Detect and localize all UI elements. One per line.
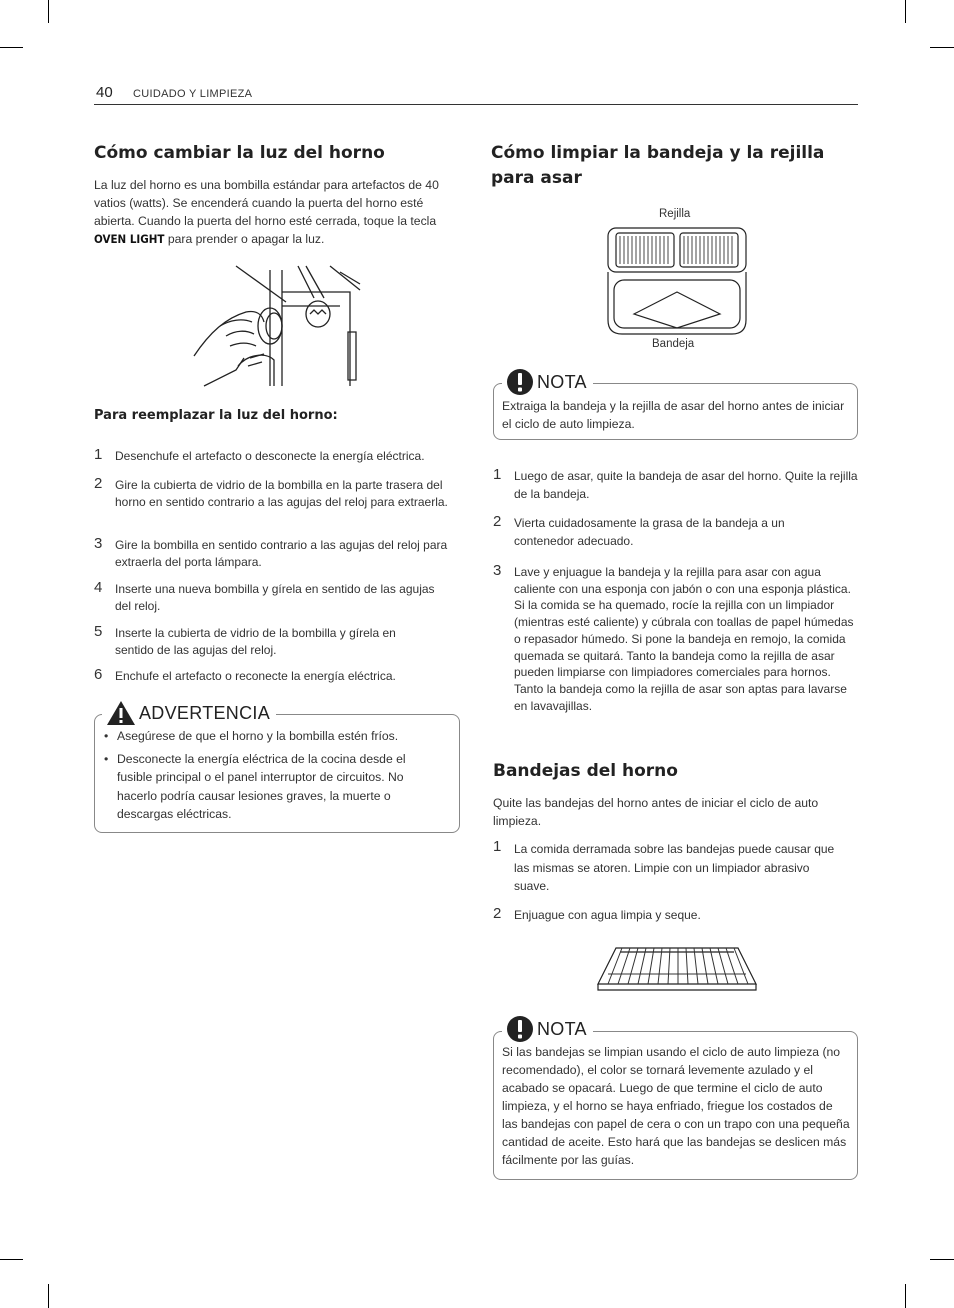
list-item: • Desconecte la energía eléctrica de la cocina desde el fusible principal o el panel interruptor de circuitos. No hacerlo podría causar lesiones graves, la muerte o descargas eléctricas. <box>104 751 406 821</box>
step-text: La comida derramada sobre las bandejas puede causar que las mismas se atoren. Limpie con un limpiador abrasivo suave. <box>514 842 835 893</box>
step-number: 5 <box>94 623 103 640</box>
note-label: NOTA <box>537 371 587 392</box>
warning-label: ADVERTENCIA <box>139 702 270 723</box>
crop-mark <box>930 1259 954 1260</box>
step-number: 3 <box>493 562 502 579</box>
section-title: CUIDADO Y LIMPIEZA <box>133 88 253 100</box>
note-text: Si las bandejas se limpian usando el ciclo de auto limpieza (no recomendado), el color se tornará levemente azulado y el acabado se opacará. Luego de que termine el ciclo de auto limpieza, y el horno se haya enfriado, friegue los costados de las bandejas con papel de cera o con un trapo con una pequeña cantidad de aceite. Esto hará que las bandejas se deslicen más fácilmente por las guías. <box>502 1045 850 1167</box>
step-text: Luego de asar, quite la bandeja de asar del horno. Quite la rejilla de la bandeja. <box>514 469 858 501</box>
broiler-pan-illustration <box>604 224 750 338</box>
warning-triangle-icon <box>106 700 136 726</box>
crop-mark <box>905 1284 906 1308</box>
crop-mark <box>48 0 49 23</box>
note-header <box>502 1015 593 1043</box>
oven-light-title: Cómo cambiar la luz del horno <box>94 143 385 163</box>
figure-label-pan: Bandeja <box>652 338 695 350</box>
page-number: 40 <box>96 84 113 101</box>
warning-text: Asegúrese de que el horno y la bombilla estén fríos. <box>117 729 399 743</box>
oven-racks-intro: Quite las bandejas del horno antes de iniciar el ciclo de auto limpieza. <box>493 796 819 828</box>
step-text: Desenchufe el artefacto o desconecte la energía eléctrica. <box>115 449 425 463</box>
step-number: 1 <box>493 838 502 855</box>
step-number: 3 <box>94 535 103 552</box>
note-label: NOTA <box>537 1018 587 1039</box>
step-text: Vierta cuidadosamente la grasa de la bandeja a un contenedor adecuado. <box>514 516 785 548</box>
header-rule <box>94 104 858 105</box>
warning-header <box>102 700 276 726</box>
oven-racks-title: Bandejas del horno <box>493 761 678 781</box>
step-text: Enjuague con agua limpia y seque. <box>514 908 701 922</box>
step-number: 4 <box>94 579 103 596</box>
intro-text-a: La luz del horno es una bombilla estándar para artefactos de 40 vatios (watts). Se encenderá cuando la puerta del horno esté abierta. Cuando la puerta del horno esté cerrada, toque la tecla <box>94 178 439 228</box>
warning-text: Desconecte la energía eléctrica de la cocina desde el fusible principal o el panel interruptor de circuitos. No hacerlo podría causar lesiones graves, la muerte o descargas eléctricas. <box>117 751 406 821</box>
step-number: 6 <box>94 666 103 683</box>
note-text: Extraiga la bandeja y la rejilla de asar del horno antes de iniciar el ciclo de auto limpieza. <box>502 399 845 431</box>
exclamation-icon <box>506 1015 534 1043</box>
intro-text-b: para prender o apagar la luz. <box>164 232 325 246</box>
step-number: 2 <box>493 513 502 530</box>
list-item: • Asegúrese de que el horno y la bombilla estén fríos. <box>104 729 399 743</box>
step-number: 1 <box>493 466 502 483</box>
step-number: 2 <box>493 905 502 922</box>
crop-mark <box>905 0 906 23</box>
step-number: 2 <box>94 475 103 492</box>
oven-light-key: OVEN LIGHT <box>94 232 165 246</box>
step-text: Gire la bombilla en sentido contrario a las agujas del reloj para extraerla del porta lámpara. <box>115 538 448 569</box>
replace-light-subtitle: Para reemplazar la luz del horno: <box>94 408 338 423</box>
warning-list <box>104 727 444 828</box>
broiler-clean-title: Cómo limpiar la bandeja y la rejilla para asar <box>491 143 825 188</box>
crop-mark <box>48 1284 49 1308</box>
note-header <box>502 368 593 396</box>
step-text: Inserte la cubierta de vidrio de la bombilla y gírela en sentido de las agujas del reloj. <box>115 626 396 657</box>
crop-mark <box>930 47 954 48</box>
oven-light-intro <box>94 176 464 248</box>
step-text: Inserte una nueva bombilla y gírela en sentido de las agujas del reloj. <box>115 582 435 613</box>
crop-mark <box>0 1259 23 1260</box>
oven-rack-illustration <box>596 944 758 994</box>
oven-light-illustration <box>190 262 362 388</box>
step-number: 1 <box>94 446 103 463</box>
figure-label-rack: Rejilla <box>659 208 691 220</box>
crop-mark <box>0 47 23 48</box>
exclamation-icon <box>506 368 534 396</box>
step-text: Gire la cubierta de vidrio de la bombilla en la parte trasera del horno en sentido contrario a las agujas del reloj para extraerla. <box>115 478 448 509</box>
step-text: Lave y enjuague la bandeja y la rejilla para asar con agua caliente con una esponja con jabón o con una esponja plástica. Si la comida se ha quemado, rocíe la rejilla con un limpiador (mientras esté caliente) y cúbrala con toallas de papel húmedas o repasador húmedo. Si pone la bandeja en remojo, la comida quemada se quitará. Tanto la bandeja como la rejilla de asar pueden limpiarse con limpiadores comerciales para hornos. Tanto la bandeja como la rejilla de asar son aptas para lavarse en lavavajillas. <box>514 565 854 713</box>
step-text: Enchufe el artefacto o reconecte la energía eléctrica. <box>115 669 396 683</box>
